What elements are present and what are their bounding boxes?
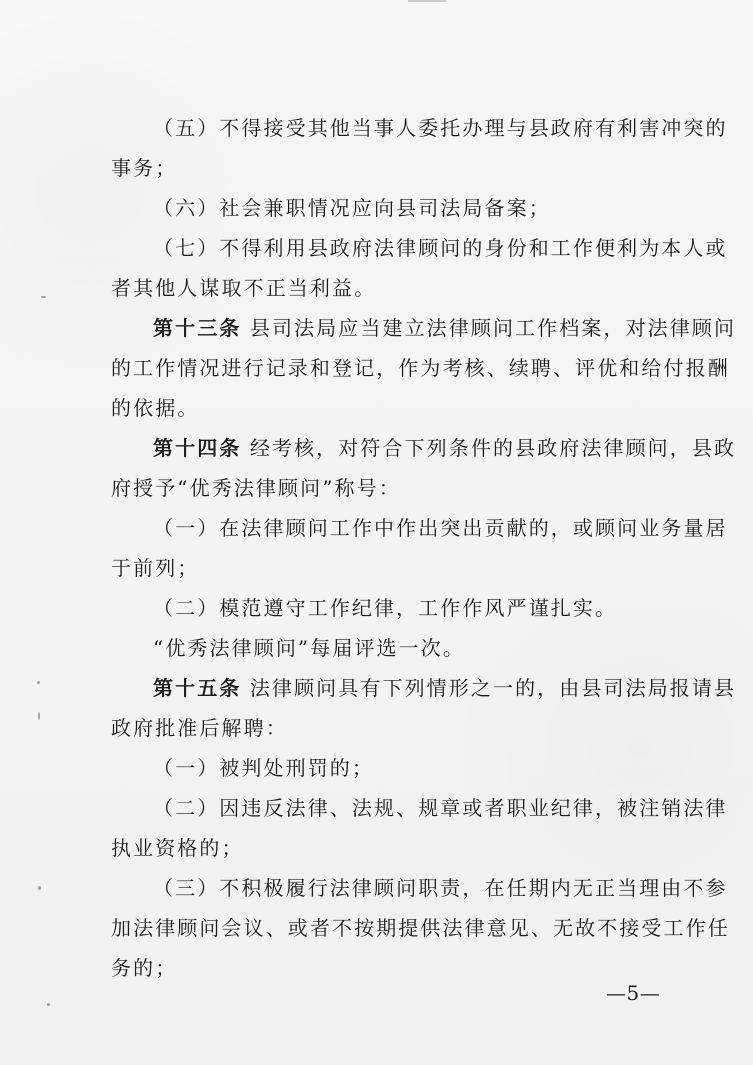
article-15-item-3-cont-1: 加法律顾问会议、或者不按期提供法律意见、无故不接受工作任	[111, 916, 730, 940]
article-13-line-1	[153, 316, 753, 340]
paragraph-line-2: 事务；	[111, 156, 178, 180]
article-13-text-1: 县司法局应当建立法律顾问工作档案，对法律顾问	[249, 316, 737, 340]
paragraph-line-1: （五）不得接受其他当事人委托办理与县政府有利害冲突的	[153, 116, 728, 140]
scan-speck	[41, 296, 46, 298]
article-15-title: 第十五条	[153, 676, 242, 700]
article-14-line-1	[153, 436, 753, 460]
scan-speck	[38, 886, 41, 890]
scan-speck	[47, 1003, 50, 1006]
page-number: —5—	[606, 981, 661, 1005]
article-13-line-2: 的工作情况进行记录和登记，作为考核、续聘、评优和给付报酬	[111, 356, 730, 380]
article-13-title: 第十三条	[153, 316, 242, 340]
scan-speck	[37, 681, 40, 684]
article-15-line-1	[153, 676, 753, 700]
paragraph-line-5: 者其他人谋取不正当利益。	[111, 276, 377, 300]
article-15-item-2-cont: 执业资格的；	[111, 836, 244, 860]
article-14-line-2: 府授予“优秀法律顾问”称号：	[111, 476, 401, 500]
article-13-line-3: 的依据。	[111, 396, 200, 420]
paragraph-line-3: （六）社会兼职情况应向县司法局备案；	[153, 196, 551, 220]
article-15-line-2: 政府批准后解聘：	[111, 716, 288, 740]
scan-mark	[408, 0, 446, 2]
article-15-item-1: （一）被判处刑罚的；	[153, 756, 374, 780]
article-15-item-2: （二）因违反法律、法规、规章或者职业纪律，被注销法律	[153, 796, 728, 820]
article-14-text-1: 经考核，对符合下列条件的县政府法律顾问，县政	[249, 436, 737, 460]
article-15-text-1: 法律顾问具有下列情形之一的，由县司法局报请县	[249, 676, 737, 700]
article-14-item-1-cont: 于前列；	[111, 556, 200, 580]
article-14-item-2: （二）模范遵守工作纪律，工作作风严谨扎实。	[153, 596, 618, 620]
article-15-item-3: （三）不积极履行法律顾问职责，在任期内无正当理由不参	[153, 876, 728, 900]
article-15-item-3-cont-2: 务的；	[111, 956, 178, 980]
scan-speck	[38, 712, 40, 720]
article-14-item-1: （一）在法律顾问工作中作出突出贡献的，或顾问业务量居	[153, 516, 728, 540]
article-14-note: “优秀法律顾问”每届评选一次。	[153, 636, 465, 660]
paragraph-line-4: （七）不得利用县政府法律顾问的身份和工作便利为本人或	[153, 236, 728, 260]
article-14-title: 第十四条	[153, 436, 242, 460]
